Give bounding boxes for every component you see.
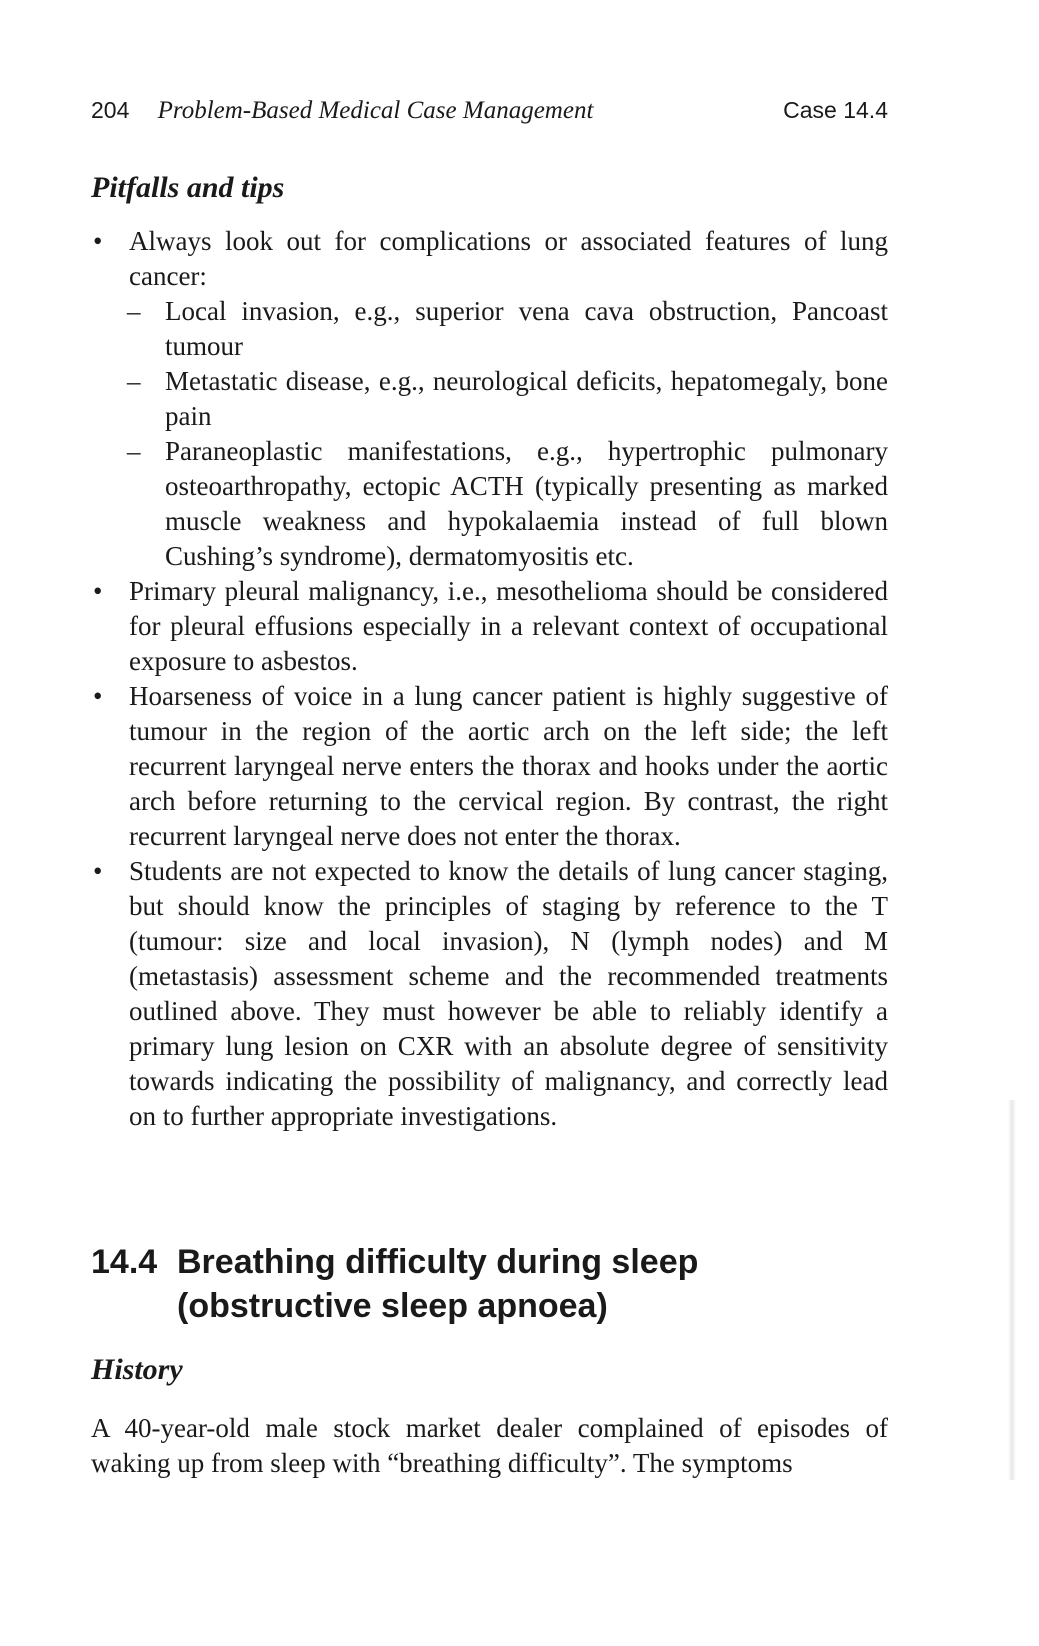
list-item <box>91 224 888 574</box>
dash-marker: – <box>127 296 141 326</box>
sub-list-item <box>91 434 888 574</box>
bullet-text: Hoarseness of voice in a lung cancer patient is highly suggestive of tumour in the region of the aortic arch on the left side; the left recurrent laryngeal nerve enters the thorax and hooks under the aortic arch before returning to the cervical region. By contrast, the right recurrent laryngeal nerve does not enter the thorax. <box>129 681 888 851</box>
bullet-text: Always look out for complications or associated features of lung cancer: <box>129 226 888 291</box>
sub-item-text: Metastatic disease, e.g., neurological deficits, hepatomegaly, bone pain <box>165 366 888 431</box>
list-item <box>91 679 888 854</box>
sub-list-item <box>91 364 888 434</box>
bullet-marker: • <box>93 576 103 606</box>
running-head <box>91 93 888 127</box>
section-number: 14.4 <box>91 1243 158 1281</box>
bullet-marker: • <box>93 856 103 886</box>
history-paragraph: A 40-year-old male stock market dealer complained of episodes of waking up from sleep with “breathing difficulty”. The symptoms <box>91 1413 888 1478</box>
scan-shadow <box>1008 1100 1016 1480</box>
page-number: 204 <box>91 97 130 123</box>
history-heading: History <box>91 1353 183 1386</box>
book-title: Problem-Based Medical Case Management <box>157 97 594 124</box>
sublist <box>129 294 888 574</box>
bullet-marker: • <box>93 226 103 256</box>
pitfalls-list <box>91 224 888 1134</box>
pitfalls-heading: Pitfalls and tips <box>91 171 285 204</box>
section-heading <box>91 1240 888 1328</box>
sub-item-text: Local invasion, e.g., superior vena cava obstruction, Pancoast tumour <box>165 296 888 361</box>
section-title: Breathing difficulty during sleep (obstructive sleep apnoea) <box>177 1243 699 1325</box>
dash-marker: – <box>127 366 141 396</box>
bullet-marker: • <box>93 681 103 711</box>
sub-item-text: Paraneoplastic manifestations, e.g., hypertrophic pulmonary osteoarthropathy, ectopic ACTH (typically presenting as marked muscle weakness and hypokalaemia instead of full blown Cushing’s syndrome), dermatomyositis etc. <box>165 436 888 571</box>
list-item <box>91 574 888 679</box>
dash-marker: – <box>127 436 141 466</box>
bullet-text: Students are not expected to know the details of lung cancer staging, but should know the principles of staging by reference to the T (tumour: size and local invasion), N (lymph nodes) and M (metastasis) assessment scheme and the recommended treatments outlined above. They must however be able to reliably identify a primary lung lesion on CXR with an absolute degree of sensitivity towards indicating the possibility of malignancy, and correctly lead on to further appropriate investigations. <box>129 856 888 1131</box>
sub-list-item <box>91 294 888 364</box>
bullet-text: Primary pleural malignancy, i.e., mesothelioma should be considered for pleural effusions especially in a relevant context of occupational exposure to asbestos. <box>129 576 888 676</box>
case-label: Case 14.4 <box>783 97 888 123</box>
list-item <box>91 854 888 1134</box>
